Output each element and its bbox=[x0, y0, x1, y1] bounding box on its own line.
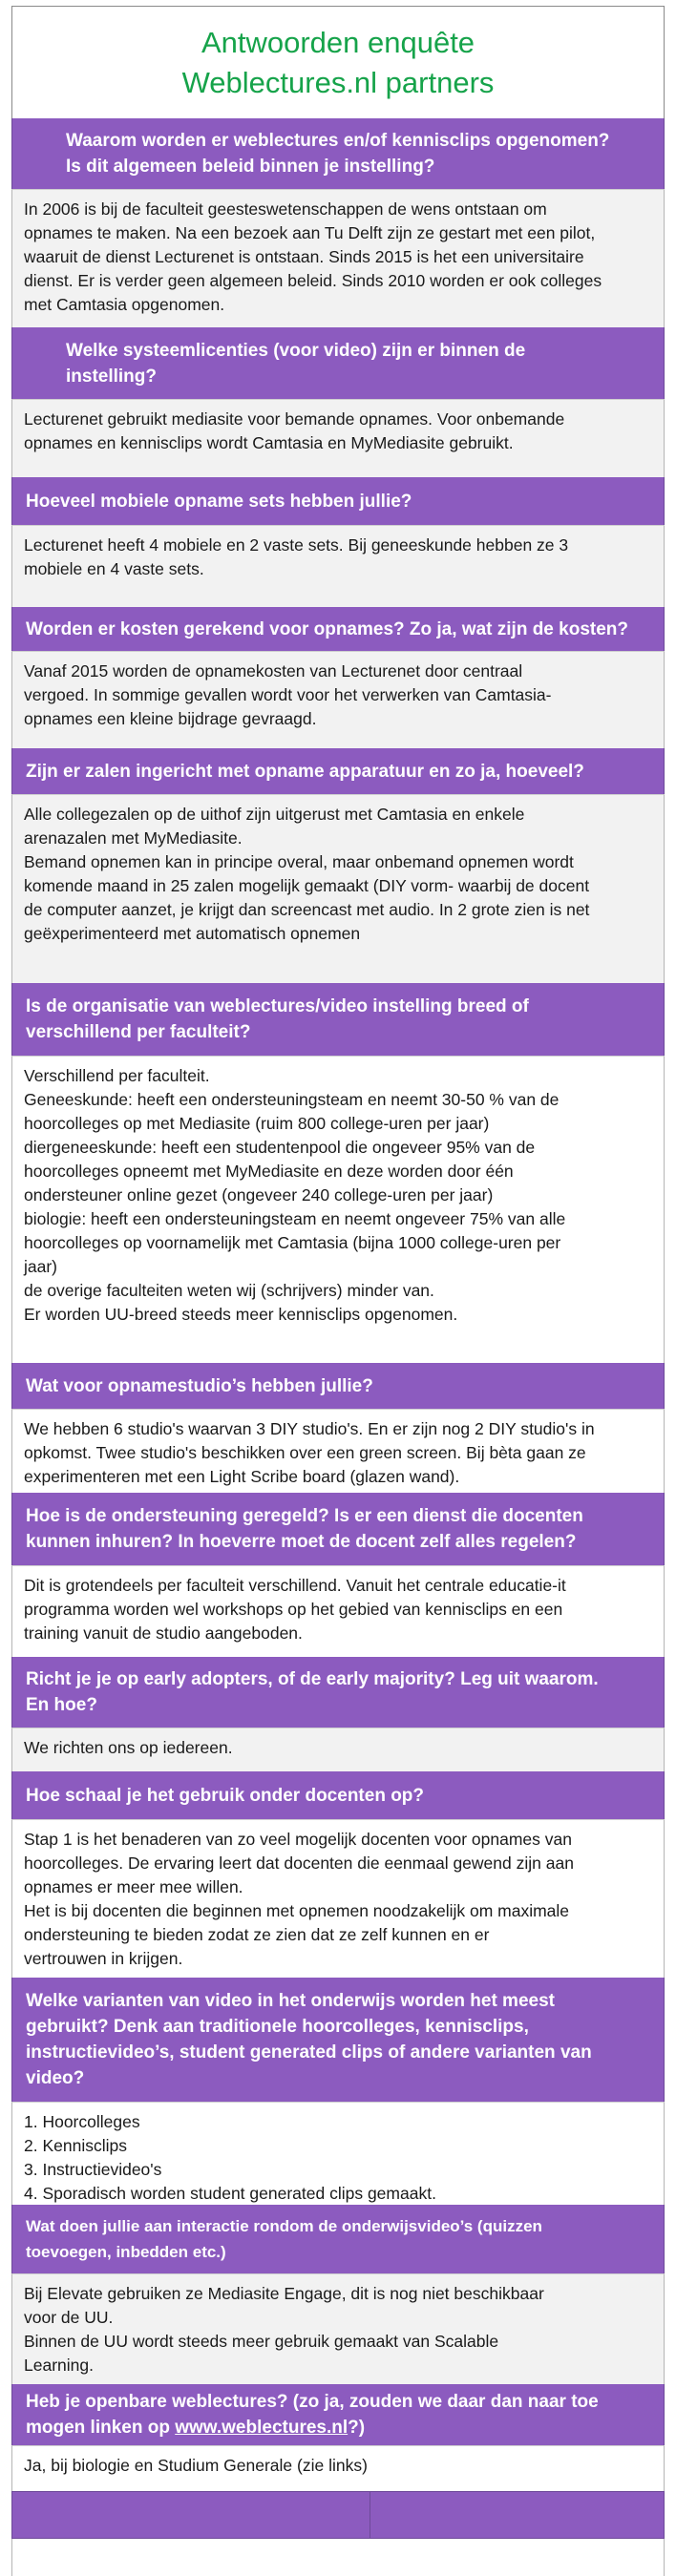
answer-line: Lecturenet heeft 4 mobiele en 2 vaste sets. Bij geneeskunde hebben ze 3 bbox=[24, 535, 569, 555]
answer-body bbox=[11, 399, 665, 477]
question-line: Wat voor opnamestudio’s hebben jullie? bbox=[26, 1375, 373, 1396]
answer-line: In 2006 is bij de faculteit geesteswetenschappen de wens ontstaan om bbox=[24, 199, 547, 219]
answer-line: de overige faculteiten weten wij (schrijvers) minder van. bbox=[24, 1281, 434, 1300]
question-line: verschillend per faculteit? bbox=[26, 1022, 251, 1042]
question-line: Welke systeemlicenties (voor video) zijn er binnen de bbox=[66, 340, 526, 361]
qa-section-10 bbox=[11, 1771, 665, 1978]
answer-line: Lecturenet gebruikt mediasite voor bemande opnames. Voor onbemande bbox=[24, 409, 565, 429]
answer-body bbox=[11, 1056, 665, 1363]
answer-body bbox=[11, 1409, 665, 1493]
answer-body bbox=[11, 1565, 665, 1657]
answer-line: 3. Instructievideo's bbox=[24, 2160, 162, 2179]
question-header bbox=[11, 607, 665, 651]
question-header bbox=[11, 1493, 665, 1565]
question-line: Waarom worden er weblectures en/of kennisclips opgenomen? bbox=[66, 131, 610, 151]
answer-line: diergeneeskunde: heeft een studentenpool die ongeveer 95% van de bbox=[24, 1138, 536, 1157]
question-line: Hoe is de ondersteuning geregeld? Is er een dienst die docenten bbox=[26, 1506, 583, 1526]
answer-line: opnames een kleine bijdrage gevraagd. bbox=[24, 709, 317, 728]
question-line: Is dit algemeen beleid binnen je instelling? bbox=[66, 157, 435, 177]
question-line: Zijn er zalen ingericht met opname apparatuur en zo ja, hoeveel? bbox=[26, 761, 584, 782]
question-line: Wat doen jullie aan interactie rondom de onderwijsvideo’s (quizzen bbox=[26, 2217, 542, 2235]
answer-line: Dit is grotendeels per faculteit verschillend. Vanuit het centrale educatie-it bbox=[24, 1576, 566, 1595]
answer-line: Ja, bij biologie en Studium Generale (zie links) bbox=[24, 2456, 368, 2475]
answer-line: Vanaf 2015 worden de opnamekosten van Lecturenet door centraal bbox=[24, 661, 523, 681]
answer-line: 4. Sporadisch worden student generated clips gemaakt. bbox=[24, 2184, 436, 2203]
question-line: toevoegen, inbedden etc.) bbox=[26, 2243, 226, 2261]
answer-line: biologie: heeft een ondersteuningsteam en neemt ongeveer 75% van alle bbox=[24, 1209, 566, 1228]
answer-body bbox=[11, 2273, 665, 2384]
answer-line: hoorcolleges op met Mediasite (ruim 800 college-uren per jaar) bbox=[24, 1114, 490, 1133]
qa-section-11 bbox=[11, 1978, 665, 2205]
question-line: Hoe schaal je het gebruik onder docenten op? bbox=[26, 1785, 425, 1806]
answer-line: opkomst. Twee studio's beschikken over een green screen. Bij bèta gaan ze bbox=[24, 1443, 586, 1462]
survey-page bbox=[4, 0, 672, 2576]
question-header bbox=[11, 983, 665, 1056]
question-line: Worden er kosten gerekend voor opnames? Zo ja, wat zijn de kosten? bbox=[26, 618, 628, 639]
answer-line: experimenteren met een Light Scribe board (glazen wand). bbox=[24, 1467, 460, 1486]
footer-band bbox=[11, 2491, 665, 2539]
answer-line: de computer aanzet, je krijgt dan screencast met audio. In 2 grote zien is net bbox=[24, 900, 590, 919]
answer-line: Bij Elevate gebruiken ze Mediasite Engage, dit is nog niet beschikbaar bbox=[24, 2284, 544, 2303]
answer-body bbox=[11, 189, 665, 327]
qa-section-3 bbox=[11, 477, 665, 607]
question-header bbox=[11, 477, 665, 525]
answer-line: vertrouwen in krijgen. bbox=[24, 1949, 183, 1968]
question-header bbox=[11, 1978, 665, 2102]
question-header bbox=[11, 118, 665, 189]
answer-line: voor de UU. bbox=[24, 2308, 114, 2327]
qa-section-7 bbox=[11, 1363, 665, 1493]
answer-line: Bemand opnemen kan in principe overal, maar onbemand opnemen wordt bbox=[24, 852, 574, 871]
answer-line: jaar) bbox=[24, 1257, 58, 1276]
answer-line: opnames en kennisclips wordt Camtasia en MyMediasite gebruikt. bbox=[24, 433, 514, 452]
question-line: Hoeveel mobiele opname sets hebben jullie? bbox=[26, 491, 412, 512]
qa-section-5 bbox=[11, 748, 665, 983]
question-line: instelling? bbox=[66, 366, 157, 387]
qa-section-4 bbox=[11, 607, 665, 748]
qa-section-8 bbox=[11, 1493, 665, 1657]
answer-body bbox=[11, 1819, 665, 1978]
answer-line: Stap 1 is het benaderen van zo veel mogelijk docenten voor opnames van bbox=[24, 1830, 572, 1849]
answer-line: waaruit de dienst Lecturenet is ontstaan. Sinds 2015 is het een universitaire bbox=[24, 247, 584, 266]
answer-line: ondersteuning te bieden zodat ze zien dat ze zelf kunnen en er bbox=[24, 1925, 490, 1944]
question-line: Is de organisatie van weblectures/video instelling breed of bbox=[26, 996, 529, 1016]
qa-section-6 bbox=[11, 983, 665, 1363]
answer-body bbox=[11, 1728, 665, 1771]
answer-line: hoorcolleges. De ervaring leert dat docenten die eenmaal gewend zijn aan bbox=[24, 1853, 574, 1873]
title-line-2: Weblectures.nl partners bbox=[181, 65, 495, 99]
question-line-with-link bbox=[26, 2415, 654, 2440]
title-line-1: Antwoorden enquête bbox=[201, 25, 475, 59]
answer-line: Het is bij docenten die beginnen met opnemen noodzakelijk om maximale bbox=[24, 1901, 570, 1920]
answer-line: ondersteuner online gezet (ongeveer 240 college-uren per jaar) bbox=[24, 1185, 494, 1204]
question-line: Heb je openbare weblectures? (zo ja, zouden we daar dan naar toe bbox=[26, 2392, 599, 2412]
answer-line: Alle collegezalen op de uithof zijn uitgerust met Camtasia en enkele bbox=[24, 805, 525, 824]
question-header bbox=[11, 327, 665, 399]
question-line: instructievideo’s, student generated clips of andere varianten van bbox=[26, 2042, 592, 2063]
question-header bbox=[11, 1363, 665, 1409]
question-header bbox=[11, 1771, 665, 1819]
answer-line: vergoed. In sommige gevallen wordt voor het verwerken van Camtasia- bbox=[24, 685, 552, 704]
answer-line: We richten ons op iedereen. bbox=[24, 1738, 233, 1757]
answer-line: opnames er meer mee willen. bbox=[24, 1877, 243, 1896]
question-header bbox=[11, 1657, 665, 1728]
answer-line: met Camtasia opgenomen. bbox=[24, 295, 225, 314]
answer-line: arenazalen met MyMediasite. bbox=[24, 828, 243, 848]
answer-line: Binnen de UU wordt steeds meer gebruik gemaakt van Scalable bbox=[24, 2332, 499, 2351]
answer-body bbox=[11, 651, 665, 748]
answer-line: programma worden wel workshops op het gebied van kennisclips en een bbox=[24, 1600, 563, 1619]
answer-line: geëxperimenteerd met automatisch opnemen bbox=[24, 924, 361, 943]
answer-line: 2. Kennisclips bbox=[24, 2136, 127, 2155]
qa-section-13 bbox=[11, 2384, 665, 2491]
answer-line: mobiele en 4 vaste sets. bbox=[24, 559, 204, 578]
question-header bbox=[11, 748, 665, 794]
question-text: mogen linken op bbox=[26, 2418, 176, 2438]
document-title bbox=[11, 6, 665, 118]
question-line: Richt je je op early adopters, of de early majority? Leg uit waarom. bbox=[26, 1669, 599, 1689]
answer-line: We hebben 6 studio's waarvan 3 DIY studio's. En er zijn nog 2 DIY studio's in bbox=[24, 1419, 595, 1438]
question-line: gebruikt? Denk aan traditionele hoorcolleges, kennisclips, bbox=[26, 2017, 529, 2037]
answer-line: opnames te maken. Na een bezoek aan Tu Delft zijn ze gestart met een pilot, bbox=[24, 223, 596, 242]
question-line: En hoe? bbox=[26, 1695, 97, 1715]
answer-line: 1. Hoorcolleges bbox=[24, 2112, 140, 2131]
answer-line: dienst. Er is verder geen algemeen beleid. Sinds 2010 worden er ook colleges bbox=[24, 271, 602, 290]
qa-section-1 bbox=[11, 118, 665, 327]
question-line: Welke varianten van video in het onderwijs worden het meest bbox=[26, 1991, 555, 2011]
answer-line: training vanuit de studio aangeboden. bbox=[24, 1623, 303, 1643]
qa-section-9 bbox=[11, 1657, 665, 1771]
answer-body bbox=[11, 2102, 665, 2205]
qa-section-2 bbox=[11, 327, 665, 477]
question-line: video? bbox=[26, 2068, 85, 2088]
footer-strip bbox=[11, 2539, 665, 2576]
weblectures-link[interactable]: www.weblectures.nl bbox=[175, 2418, 349, 2438]
answer-line: komende maand in 25 zalen mogelijk gemaakt (DIY vorm- waarbij de docent bbox=[24, 876, 590, 895]
answer-line: Learning. bbox=[24, 2356, 94, 2375]
question-header bbox=[11, 2384, 665, 2445]
answer-line: Geneeskunde: heeft een ondersteuningsteam en neemt 30-50 % van de bbox=[24, 1090, 560, 1109]
answer-body bbox=[11, 525, 665, 607]
answer-line: hoorcolleges op voornamelijk met Camtasia (bijna 1000 college-uren per bbox=[24, 1233, 561, 1252]
question-line: kunnen inhuren? In hoeverre moet de docent zelf alles regelen? bbox=[26, 1532, 577, 1552]
answer-line: hoorcolleges opneemt met MyMediasite en deze worden door één bbox=[24, 1162, 514, 1181]
answer-line: Verschillend per faculteit. bbox=[24, 1066, 210, 1085]
answer-body bbox=[11, 2445, 665, 2491]
answer-body bbox=[11, 794, 665, 983]
answer-line: Er worden UU-breed steeds meer kennisclips opgenomen. bbox=[24, 1305, 458, 1324]
question-text: ?) bbox=[348, 2418, 366, 2438]
qa-section-12 bbox=[11, 2205, 665, 2384]
question-header bbox=[11, 2205, 665, 2273]
